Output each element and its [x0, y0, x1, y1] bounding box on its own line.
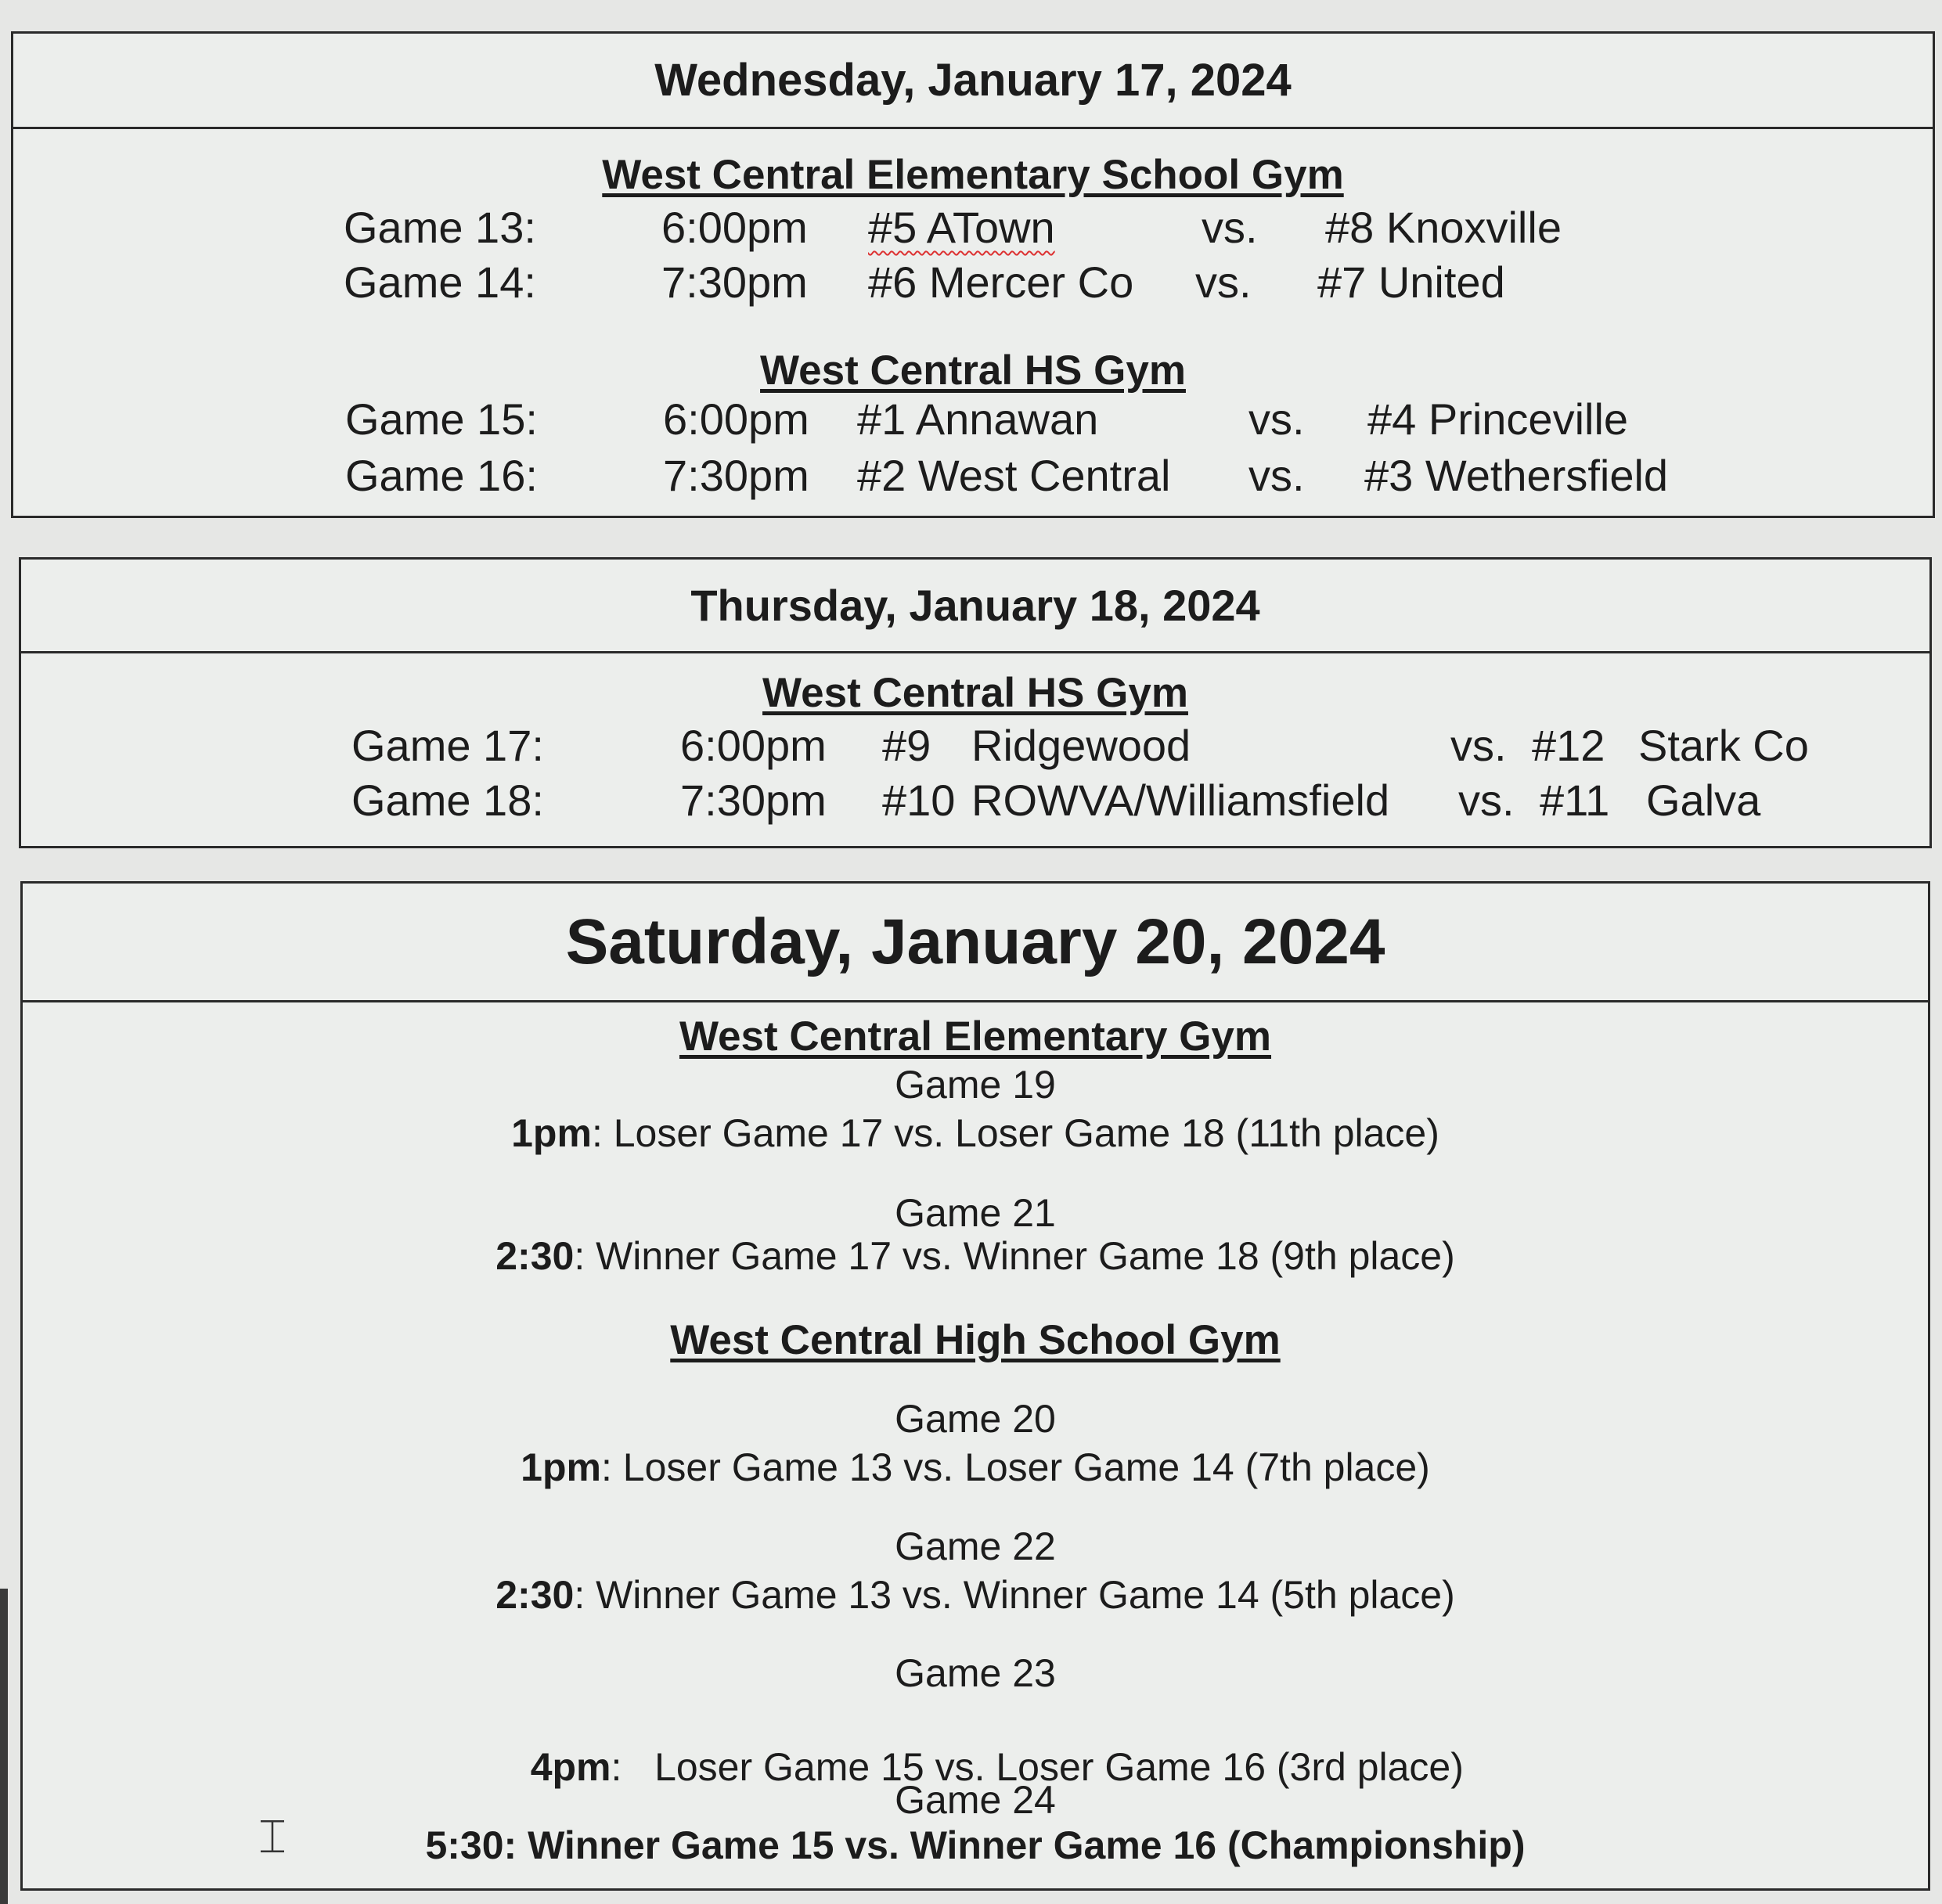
thursday-venue-hs: West Central HS Gym	[762, 670, 1188, 716]
game-time: 1pm	[511, 1111, 592, 1155]
vs-label: vs.	[1248, 394, 1305, 444]
thursday-section	[19, 557, 1932, 848]
game-desc: : Winner Game 17 vs. Winner Game 18 (9th place)	[574, 1234, 1455, 1278]
game-label: Game 18:	[351, 776, 544, 825]
game-time: 7:30pm	[663, 451, 809, 500]
game-time: 4pm	[530, 1745, 611, 1789]
home-team: #1 Annawan	[857, 394, 1099, 444]
game-20-label: Game 20	[895, 1397, 1056, 1441]
game-22-label: Game 22	[895, 1524, 1056, 1568]
thursday-date-title: Thursday, January 18, 2024	[690, 581, 1260, 630]
game-time: 5:30	[425, 1823, 504, 1867]
away-seed: #11	[1540, 776, 1610, 825]
saturday-venue-elementary: West Central Elementary Gym	[679, 1013, 1272, 1060]
game-time: 6:00pm	[680, 721, 827, 770]
wednesday-section	[11, 31, 1935, 518]
game-21-detail	[23, 1233, 1928, 1279]
wednesday-date-title: Wednesday, January 17, 2024	[654, 55, 1292, 106]
left-monitor-edge	[0, 1589, 8, 1904]
vs-label: vs.	[1202, 203, 1258, 252]
home-seed: #9	[882, 721, 931, 770]
home-team: Ridgewood	[971, 721, 1191, 770]
vs-label: vs.	[1195, 257, 1252, 307]
game-desc: : Loser Game 17 vs. Loser Game 18 (11th place)	[591, 1111, 1439, 1155]
game-23-label: Game 23	[895, 1651, 1056, 1695]
home-seed: #10	[882, 776, 956, 825]
saturday-date-header	[23, 884, 1928, 1002]
game-19-label: Game 19	[895, 1063, 1056, 1107]
wednesday-date-header	[13, 34, 1933, 129]
away-team: Stark Co	[1638, 721, 1809, 770]
game-desc: : Winner Game 15 vs. Winner Game 16 (Championship)	[503, 1823, 1526, 1867]
away-team: Galva	[1646, 776, 1761, 825]
home-team: ROWVA/Williamsfield	[971, 776, 1390, 825]
game-desc: : Winner Game 13 vs. Winner Game 14 (5th place)	[574, 1573, 1455, 1617]
game-time: 1pm	[521, 1445, 601, 1489]
text-cursor-icon: ⌶	[258, 1809, 286, 1864]
wednesday-venue-elementary: West Central Elementary School Gym	[602, 152, 1344, 198]
game-desc: : Loser Game 13 vs. Loser Game 14 (7th place)	[600, 1445, 1430, 1489]
game-time: 7:30pm	[661, 257, 808, 307]
game-label: Game 13:	[344, 203, 536, 252]
away-team: #8 Knoxville	[1325, 203, 1562, 252]
game-21-label: Game 21	[895, 1191, 1056, 1235]
game-24-detail	[23, 1823, 1928, 1868]
game-22-detail	[23, 1572, 1928, 1618]
game-desc: : Loser Game 15 vs. Loser Game 16 (3rd place)	[611, 1745, 1464, 1789]
game-time: 7:30pm	[680, 776, 827, 825]
vs-label: vs.	[1450, 721, 1507, 770]
wednesday-venue-hs: West Central HS Gym	[760, 347, 1186, 394]
game-label: Game 16:	[345, 451, 538, 500]
thursday-date-header	[21, 560, 1929, 653]
game-time: 6:00pm	[663, 394, 809, 444]
away-team: #3 Wethersfield	[1364, 451, 1669, 500]
away-team: #7 United	[1317, 257, 1505, 307]
home-team: #5 ATown	[868, 203, 1055, 252]
saturday-venue-hs: West Central High School Gym	[670, 1317, 1281, 1363]
game-label: Game 15:	[345, 394, 538, 444]
vs-label: vs.	[1248, 451, 1305, 500]
away-seed: #12	[1532, 721, 1605, 770]
game-19-detail	[23, 1110, 1928, 1156]
saturday-section	[20, 881, 1930, 1891]
game-time: 2:30	[495, 1234, 575, 1278]
game-label: Game 17:	[351, 721, 544, 770]
game-label: Game 14:	[344, 257, 536, 307]
game-time: 2:30	[495, 1573, 575, 1617]
game-24-label: Game 24	[895, 1778, 1056, 1822]
saturday-date-title: Saturday, January 20, 2024	[565, 905, 1385, 977]
game-time: 6:00pm	[661, 203, 808, 252]
away-team: #4 Princeville	[1367, 394, 1629, 444]
vs-label: vs.	[1458, 776, 1515, 825]
home-team: #6 Mercer Co	[868, 257, 1134, 307]
game-20-detail	[23, 1445, 1928, 1490]
home-team: #2 West Central	[857, 451, 1171, 500]
